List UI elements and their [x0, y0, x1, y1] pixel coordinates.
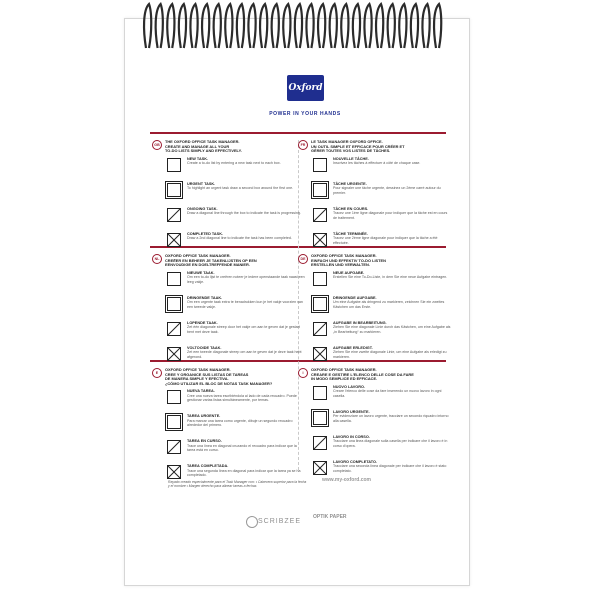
- double-box-icon: [313, 297, 327, 311]
- spiral-coil: [225, 4, 232, 48]
- double-box-icon: [167, 183, 181, 197]
- list-item-urgent: TÂCHE URGENTE. Pour signaler une tâche urgente, dessinez un 2ème carré autour du premier.: [311, 182, 451, 207]
- slash-box-icon: [167, 440, 181, 454]
- list-item-completed: AUFGABE ERLEDIGT. Ziehen Sie eine zweite diagonale Linie, um eine Aufgabe als erledigt zu markieren.: [311, 346, 451, 371]
- empty-box-icon: [167, 272, 181, 286]
- spiral-coil: [411, 4, 418, 48]
- list-item-ongoing: LAVORO IN CORSO. Tracciare una linea diagonale sulla casella per indicare che il lavoro è in corso d'opera.: [311, 435, 451, 460]
- empty-box-icon: [313, 386, 327, 400]
- spiral-coil: [179, 4, 186, 48]
- badge-fr: FR: [298, 140, 308, 150]
- list-item-ongoing: AUFGABE IN BEARBEITUNG. Ziehen Sie eine diagonale Linie durch das Kästchen, um eine Aufgabe als „in Bearbeitung“ zu markieren.: [311, 321, 451, 346]
- spiral-coil: [376, 4, 383, 48]
- spiral-coil: [283, 4, 290, 48]
- empty-box-icon: [313, 272, 327, 286]
- spiral-binding: [140, 0, 450, 60]
- cross-box-icon: [313, 461, 327, 475]
- list-item-urgent: URGENT TASK. To highlight an urgent task draw a second box around the first one.: [165, 182, 305, 207]
- spiral-coil: [318, 4, 325, 48]
- spiral-coil: [353, 4, 360, 48]
- panel-title: OXFORD OFFICE TASK MANAGER. CREËER EN BEHEER JE TAKENLIJSTEN OP EEN EENVOUDIGE EN DOELTREFFENDE MANIER.: [165, 253, 257, 268]
- spiral-coil: [399, 4, 406, 48]
- panel-e: [155, 367, 305, 489]
- scribzee-icon: [246, 516, 258, 528]
- slash-box-icon: [167, 322, 181, 336]
- cross-box-icon: [313, 347, 327, 361]
- list-item-ongoing: ONGOING TASK. Draw a diagonal line through the box to indicate the task is progressing.: [165, 207, 305, 232]
- slash-box-icon: [313, 436, 327, 450]
- list-item-new: NEUE AUFGABE. Erstellen Sie eine To-Do-Liste, in dem Sie eine neue Aufgabe eintragen.: [311, 271, 451, 296]
- list-item-urgent: TAREA URGENTE. Para marcar una tarea como urgente, dibuje un segundo recuadro alrededor del primero.: [165, 414, 305, 439]
- empty-box-icon: [313, 158, 327, 172]
- empty-box-icon: [167, 158, 181, 172]
- spiral-coil: [214, 4, 221, 48]
- list-item-urgent: DRINGENDE TAAK. Om een urgente taak extra te benadrukken kun je het vakje voorzien van een tweede vakje.: [165, 296, 305, 321]
- list-item-urgent: LAVORO URGENTE. Per evidenziare un lavoro urgente, tracciare un secondo riquadro intorno alla casella.: [311, 410, 451, 435]
- panel-de: [300, 253, 451, 371]
- oxford-logo: Oxford: [287, 75, 324, 101]
- slash-box-icon: [313, 322, 327, 336]
- list-item-completed: LAVORO COMPLETATO. Tracciare una seconda linea diagonale per indicare che il lavoro è stato completato.: [311, 460, 451, 485]
- list-item-ongoing: LOPENDE TAAK. Zet één diagonale streep door het vakje om aan te geven dat je gestart bent met deze taak.: [165, 321, 305, 346]
- cross-box-icon: [167, 347, 181, 361]
- list-item-ongoing: TÂCHE EN COURS. Tracez une 1ère ligne diagonale pour indiquer que la tâche est en cours de traitement.: [311, 207, 451, 232]
- empty-box-icon: [167, 390, 181, 404]
- list-item-new: NOUVELLE TÂCHE. Inscrivez les tâches à effectuer à côté de chaque case.: [311, 157, 451, 182]
- spiral-coil: [422, 4, 429, 48]
- cross-box-icon: [167, 465, 181, 479]
- double-box-icon: [167, 297, 181, 311]
- panel-title: OXFORD OFFICE TASK MANAGER. CREE Y ORGANICE SUS LISTAS DE TAREAS DE MANERA SIMPLE Y EFECTIVA. ¿CÓMO UTILIZAR EL BLOC DE NOTAS TASK MANAGER?: [165, 367, 273, 386]
- panel-title: LE TASK MANAGER OXFORD OFFICE. UN OUTIL SIMPLE ET EFFICACE POUR CRÉER ET GÉRER TOUTES VOS LISTES DE TÂCHES.: [311, 139, 405, 154]
- spiral-coil: [364, 4, 371, 48]
- spiral-coil: [295, 4, 302, 48]
- double-box-icon: [313, 183, 327, 197]
- cross-box-icon: [313, 233, 327, 247]
- slash-box-icon: [313, 208, 327, 222]
- spiral-coil: [237, 4, 244, 48]
- list-item-new: NEW TASK. Create a to-do list by entering a new task next to each box.: [165, 157, 305, 182]
- scribzee-logo: SCRIBZEE: [258, 518, 302, 525]
- spiral-coil: [306, 4, 313, 48]
- double-box-icon: [167, 415, 181, 429]
- tagline: POWER IN YOUR HANDS: [269, 111, 341, 117]
- spiral-coil: [202, 4, 209, 48]
- panel-gb: [154, 139, 305, 257]
- list-item-ongoing: TAREA EN CURSO. Trace una línea en diagonal cruzando el recuadro para indicar que la tarea está en curso.: [165, 439, 305, 464]
- list-item-new: NUEVA TAREA. Cree una nueva tarea escribiéndola al lado de cada recuadro. Puede gestionar varias listas simultáneamente, por temas.: [165, 389, 305, 414]
- badge-de: DE: [298, 254, 308, 264]
- spiral-coil: [434, 4, 441, 48]
- panel-nl: [154, 253, 305, 371]
- spiral-coil: [156, 4, 163, 48]
- spiral-coil: [190, 4, 197, 48]
- list-item-completed: TÂCHE TERMINÉE. Tracez une 2ème ligne diagonale pour indiquer que la tâche a été effectuée.: [311, 232, 451, 257]
- panel-title: OXFORD OFFICE TASK MANAGER. EINFACH UND EFFEKTIV TO-DO LISTEN ERSTELLEN UND VERWALTEN.: [311, 253, 386, 268]
- spiral-coil: [330, 4, 337, 48]
- website-link[interactable]: www.my-oxford.com: [322, 477, 371, 483]
- cross-box-icon: [167, 233, 181, 247]
- list-item-new: NUOVO LAVORO. Creare l'elenco delle cose da fare inserendo un nuovo lavoro in ogni casella.: [311, 385, 451, 410]
- double-box-icon: [313, 411, 327, 425]
- panel-i: [302, 367, 451, 485]
- badge-e: E: [152, 368, 162, 378]
- slash-box-icon: [167, 208, 181, 222]
- panel-title: OXFORD OFFICE TASK MANAGER. CREARE E GESTIRE L'ELENCO DELLE COSE DA FARE IN MODO SEMPLICE ED EFFICACE.: [311, 367, 414, 382]
- badge-i: I: [298, 368, 308, 378]
- spiral-coil: [167, 4, 174, 48]
- spiral-coil: [272, 4, 279, 48]
- optik-paper-logo: OPTIK PAPER: [313, 514, 347, 520]
- spiral-coil: [341, 4, 348, 48]
- footnote: Rayado creado especialmente para el Task Manager con: • Cabecera superior para la fecha y el nombre • Margen derecho para alinear tareas a fechas: [168, 480, 307, 489]
- spiral-coil: [260, 4, 267, 48]
- list-item-completed: VOLTOOIDE TAAK. Zet een tweede diagonale streep om aan te geven dat je deze taak hebt afgerond.: [165, 346, 305, 371]
- badge-nl: NL: [152, 254, 162, 264]
- panel-title: THE OXFORD OFFICE TASK MANAGER. CREATE AND MANAGE ALL YOUR TO-DO LISTS SIMPLY AND EFFECTIVELY.: [165, 139, 242, 154]
- badge-gb: GB: [152, 140, 162, 150]
- list-item-new: NIEUWE TAAK. Om een to-do lijst te creëren noteer je iedere openstaande taak naast een leeg vakje.: [165, 271, 305, 296]
- spiral-coil: [248, 4, 255, 48]
- spiral-coil: [388, 4, 395, 48]
- list-item-completed: COMPLETED TASK. Draw a 2nd diagonal line to indicate the task has been completed.: [165, 232, 305, 257]
- panel-fr: [300, 139, 451, 257]
- spiral-coil: [144, 4, 151, 48]
- list-item-urgent: DRINGENDE AUFGABE. Um eine Aufgabe als dringend zu markieren, zeichnen Sie ein zweites Kästchen um das Erste.: [311, 296, 451, 321]
- divider-top: [150, 132, 446, 134]
- list-item-completed: TAREA COMPLETADA. Trace una segunda línea en diagonal para indicar que la tarea ya se ha completado.: [165, 464, 305, 489]
